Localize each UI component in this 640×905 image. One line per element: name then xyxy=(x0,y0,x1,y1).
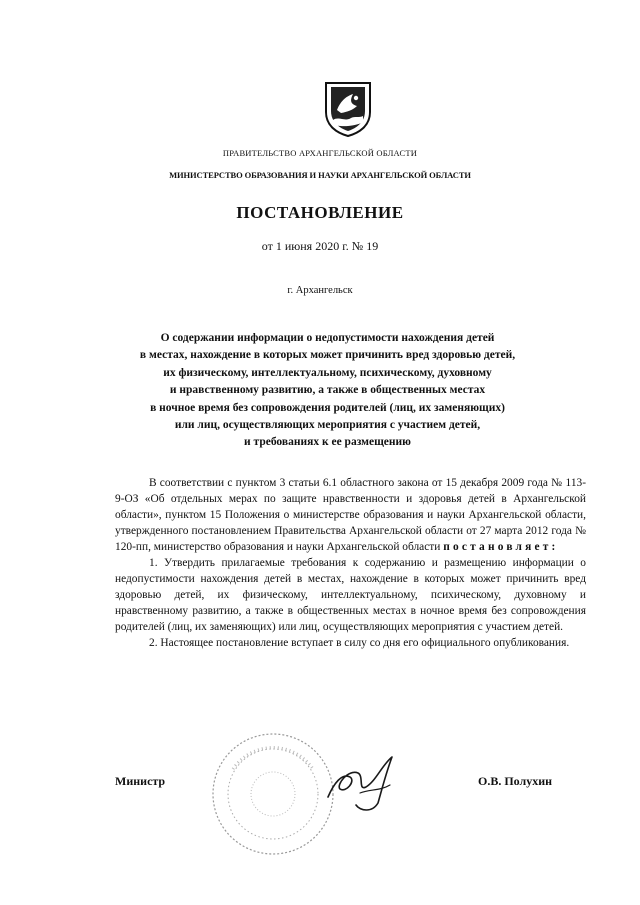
signatory-position: Министр xyxy=(115,774,166,788)
title-line: и нравственному развитию, а также в общественных местах xyxy=(169,384,486,397)
preamble-paragraph xyxy=(115,476,586,556)
coat-of-arms-icon xyxy=(323,80,373,138)
title-line: в ночное время без сопровождения родителей (лиц, их заменяющих) xyxy=(150,401,505,414)
document-city: г. Архангельск xyxy=(287,285,353,296)
title-line: в местах, нахождение в которых может причинить вред здоровью детей, xyxy=(139,349,516,362)
document-title xyxy=(100,330,555,452)
title-line: О содержании информации о недопустимости нахождения детей xyxy=(160,332,495,344)
title-line: или лиц, осуществляющих мероприятия с участием детей, xyxy=(174,419,481,432)
ministry-header: МИНИСТЕРСТВО ОБРАЗОВАНИЯ И НАУКИ АРХАНГЕЛЬСКОЙ ОБЛАСТИ xyxy=(169,170,471,180)
item-2-paragraph: 2. Настоящее постановление вступает в силу со дня его официального опубликования. xyxy=(149,636,570,649)
round-stamp-icon xyxy=(208,729,338,859)
preamble-text: В соответствии с пунктом 3 статьи 6.1 областного закона от 15 декабря 2009 года № 113-9-ОЗ «Об отдельных мерах по защите нравственности и здоровья детей в Архангельской области», пунктом 15 Положения о министерстве образования и науки Архангельской области, утвержденного постановлением Правительства Архангельской области от 27 марта 2012 года № 120-пп, министерство образования и науки Архангельской области xyxy=(115,477,586,553)
handwritten-signature-icon xyxy=(320,745,415,817)
title-line: и требованиях к ее размещению xyxy=(244,436,411,449)
document-type: ПОСТАНОВЛЕНИЕ xyxy=(236,203,404,222)
document-date-number: от 1 июня 2020 г. № 19 xyxy=(261,239,379,253)
document-body xyxy=(115,476,586,651)
decree-word: постановляет: xyxy=(443,540,559,553)
title-line: их физическому, интеллектуальному, психическому, духовному xyxy=(163,366,492,379)
government-header: ПРАВИТЕЛЬСТВО АРХАНГЕЛЬСКОЙ ОБЛАСТИ xyxy=(222,148,418,158)
item-1-paragraph: 1. Утвердить прилагаемые требования к содержанию и размещению информации о недопустимости нахождения детей в местах, нахождение в которых может причинить вред здоровью детей, их физическому, интеллектуальному, психическому, духовному и нравственному развитию, а также в общественных местах в ночное время без сопровождения родителей (лиц, их заменяющих) или лиц, осуществляющих мероприятия с участием детей. xyxy=(115,556,586,633)
signatory-name: О.В. Полухин xyxy=(478,774,553,788)
